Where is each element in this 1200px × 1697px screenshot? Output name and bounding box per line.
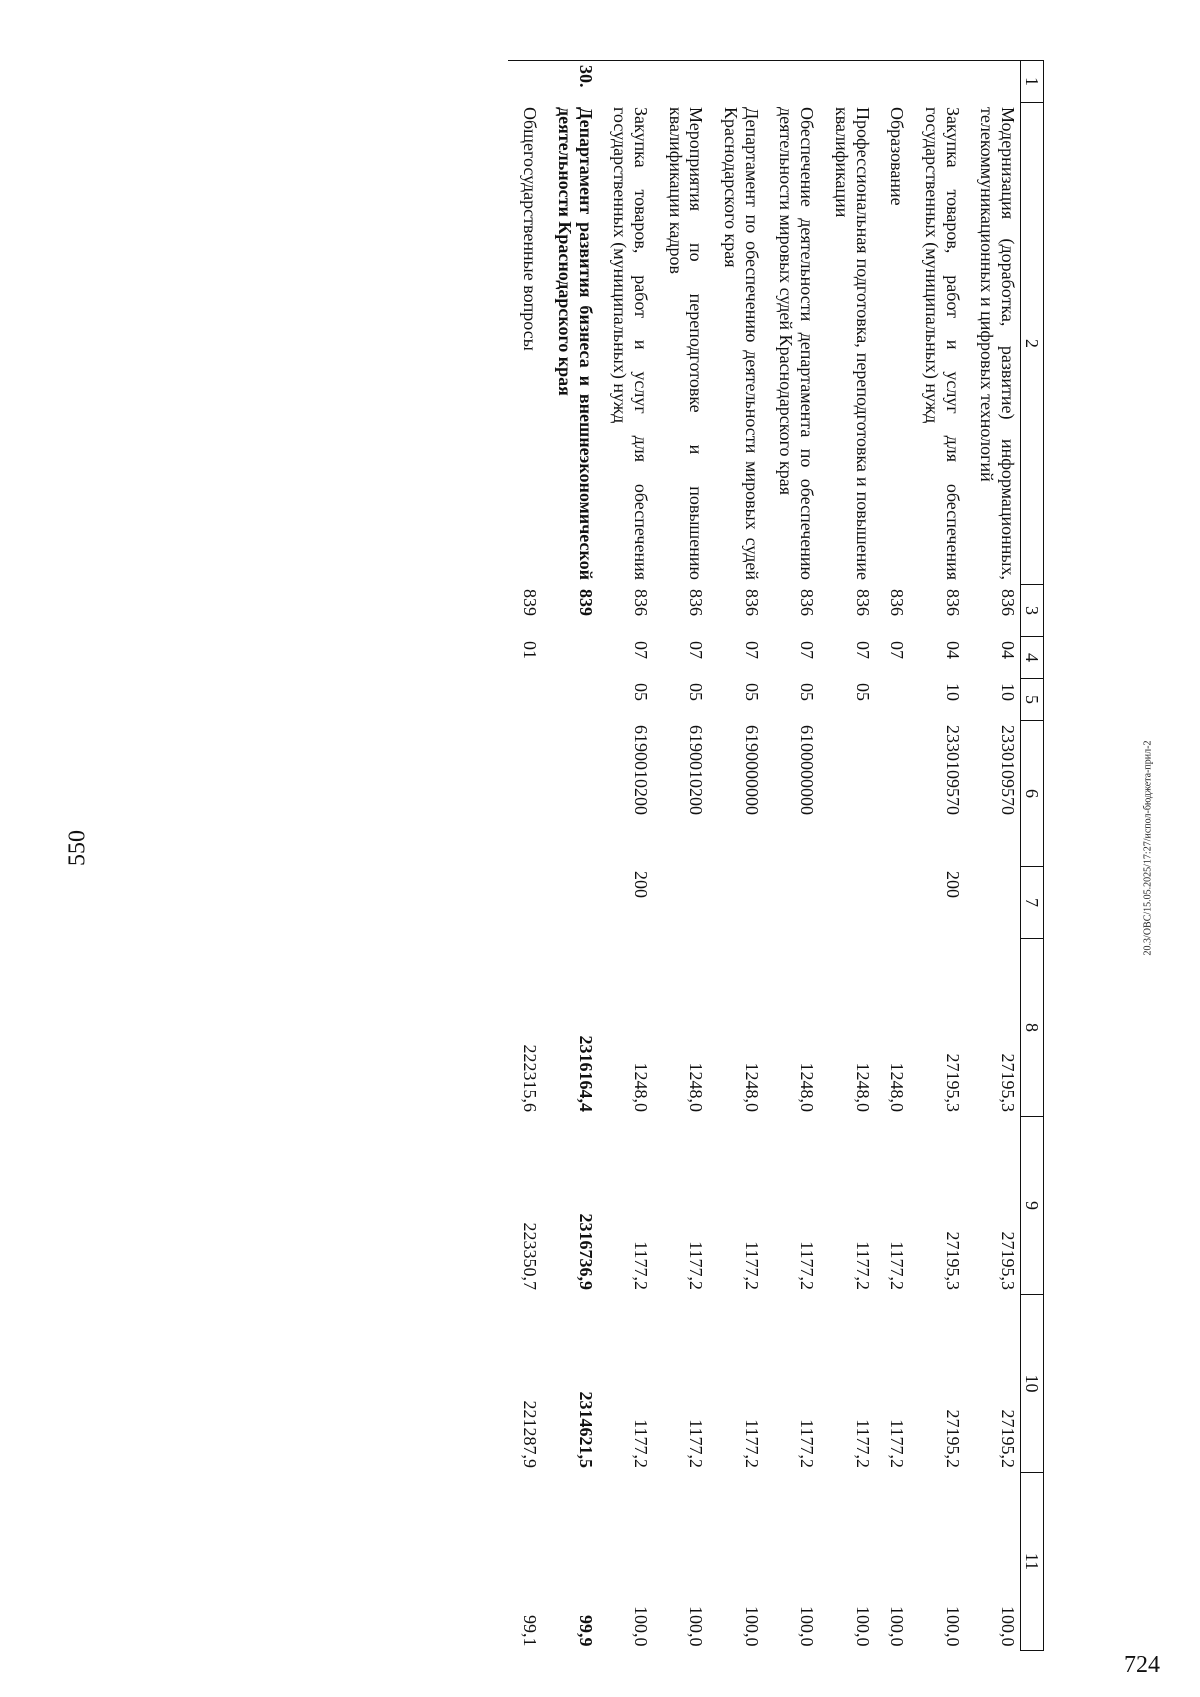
row-value-9: 1177,2: [686, 1241, 707, 1290]
row-number: [909, 61, 964, 103]
row-number: 30.: [542, 61, 597, 103]
row-code-3: 836: [631, 589, 652, 616]
row-value-10: 221287,9: [520, 1400, 541, 1468]
row-value-11: 100,0: [998, 1606, 1018, 1647]
row-value-10: 27195,2: [942, 1409, 963, 1468]
row-value-9: 1177,2: [852, 1241, 873, 1290]
row-number: [653, 61, 708, 103]
row-value-11: 100,0: [631, 1606, 652, 1647]
row-code-7: [508, 867, 543, 939]
table-row: [819, 61, 874, 1651]
row-code-5: 05: [741, 683, 762, 701]
row-value-10: 1177,2: [887, 1419, 908, 1468]
row-number: [598, 61, 653, 103]
page-number-bottom: 724: [1124, 1652, 1160, 1678]
row-value-9: 1177,2: [797, 1241, 818, 1290]
row-code-3: 839: [520, 589, 541, 616]
row-code-7: [708, 867, 763, 939]
row-value-10: 1177,2: [631, 1419, 652, 1468]
row-code-5: 10: [942, 683, 963, 701]
row-name: Обеспечение деятельности департамента по обеспечению деятельности мировых судей Краснодарского края: [776, 107, 818, 580]
row-value-8: 27195,3: [942, 1053, 963, 1112]
row-value-11: 100,0: [942, 1606, 963, 1647]
row-value-10: 1177,2: [741, 1419, 762, 1468]
row-code-4: 07: [741, 641, 762, 659]
row-name: Мероприятия по переподготовке и повышению квалификации кадров: [665, 107, 707, 580]
row-code-5: 05: [686, 683, 707, 701]
budget-table: [508, 60, 1044, 1651]
row-code-3: 836: [887, 589, 908, 616]
row-value-9: 2316736,9: [575, 1213, 596, 1290]
row-code-3: 836: [852, 589, 873, 616]
row-value-10: 27195,2: [998, 1409, 1018, 1468]
row-value-9: 1177,2: [741, 1241, 762, 1290]
row-code-5: 10: [998, 683, 1018, 701]
row-code-3: 836: [998, 589, 1018, 616]
row-code-6: [819, 721, 874, 867]
row-code-5: 05: [852, 683, 873, 701]
row-name: Модернизация (доработка, развитие) информационных, телекоммуникационных и цифровых технологий: [977, 107, 1018, 580]
row-value-8: 1248,0: [797, 1062, 818, 1112]
row-value-11: 99,9: [575, 1615, 596, 1647]
row-value-9: 223350,7: [520, 1222, 541, 1290]
row-value-9: 27195,3: [942, 1231, 963, 1290]
page-number-top: 550: [64, 830, 91, 866]
row-number: [508, 61, 543, 103]
row-value-10: 1177,2: [852, 1419, 873, 1468]
row-value-11: 100,0: [741, 1606, 762, 1647]
row-value-9: 1177,2: [887, 1241, 908, 1290]
column-header-5: 5: [1021, 679, 1044, 721]
row-value-8: 1248,0: [741, 1062, 762, 1112]
table-header-row: [1021, 61, 1044, 1651]
row-value-11: 99,1: [520, 1615, 541, 1647]
row-number: [819, 61, 874, 103]
column-header-11: 11: [1021, 1473, 1044, 1651]
row-code-6: [542, 721, 597, 867]
row-code-4: 07: [631, 641, 652, 659]
row-value-11: 100,0: [887, 1606, 908, 1647]
table-row: [909, 61, 964, 1651]
row-value-11: 100,0: [852, 1606, 873, 1647]
row-code-4: 01: [520, 641, 541, 659]
row-code-5: [542, 679, 597, 721]
table-row: [598, 61, 653, 1651]
row-value-11: 100,0: [797, 1606, 818, 1647]
row-value-8: 27195,3: [998, 1053, 1018, 1112]
row-code-7: 200: [631, 871, 652, 898]
column-header-4: 4: [1021, 637, 1044, 679]
row-value-10: 1177,2: [797, 1419, 818, 1468]
row-code-6: 6190000000: [741, 725, 762, 815]
row-code-6: [875, 721, 910, 867]
column-header-8: 8: [1021, 939, 1044, 1117]
row-name: Закупка товаров, работ и услуг для обеспечения государственных (муниципальных) нужд: [921, 107, 963, 580]
budget-table-rotated: [164, 60, 1044, 1650]
column-header-3: 3: [1021, 585, 1044, 637]
row-value-8: 1248,0: [852, 1062, 873, 1112]
row-number: [965, 61, 1021, 103]
row-code-6: [508, 721, 543, 867]
row-number: [708, 61, 763, 103]
row-code-4: 07: [797, 641, 818, 659]
row-code-6: 2330109570: [998, 725, 1018, 815]
row-code-7: [819, 867, 874, 939]
column-header-2: 2: [1021, 103, 1044, 585]
row-code-5: 05: [797, 683, 818, 701]
row-value-10: 2314621,5: [575, 1391, 596, 1468]
row-code-3: 836: [686, 589, 707, 616]
row-code-4: 07: [686, 641, 707, 659]
row-value-10: 1177,2: [686, 1419, 707, 1468]
row-value-8: 1248,0: [686, 1062, 707, 1112]
row-code-6: 6100000000: [797, 725, 818, 815]
table-row: [508, 61, 543, 1651]
row-value-8: 1248,0: [631, 1062, 652, 1112]
row-code-6: 6190010200: [686, 725, 707, 815]
table-row: [653, 61, 708, 1651]
table-row: [542, 61, 597, 1651]
row-code-3: 836: [942, 589, 963, 616]
row-number: [875, 61, 910, 103]
row-code-3: 836: [741, 589, 762, 616]
row-code-5: [875, 679, 910, 721]
row-value-11: 100,0: [686, 1606, 707, 1647]
row-value-9: 1177,2: [631, 1241, 652, 1290]
footer-note: 20.3/OBC/15.05.2025/17:27/испол-бюджета-прил-2: [1142, 740, 1154, 956]
row-code-6: 2330109570: [942, 725, 963, 815]
row-code-7: [875, 867, 910, 939]
table-row: [965, 61, 1021, 1651]
row-code-7: 200: [942, 871, 963, 898]
row-name: Образование: [887, 107, 908, 206]
row-value-8: 2316164,4: [575, 1035, 596, 1112]
row-code-4: 07: [887, 641, 908, 659]
column-header-9: 9: [1021, 1117, 1044, 1295]
row-value-8: 222315,6: [520, 1044, 541, 1112]
table-row: [764, 61, 819, 1651]
row-code-4: 07: [852, 641, 873, 659]
row-code-4: [542, 637, 597, 679]
column-header-1: 1: [1021, 61, 1044, 103]
row-code-4: 04: [942, 641, 963, 659]
row-name: Департамент по обеспечению деятельности мировых судей Краснодарского края: [721, 107, 762, 580]
row-name: Общегосударственные вопросы: [520, 107, 541, 351]
row-code-7: [764, 867, 819, 939]
row-value-9: 27195,3: [998, 1231, 1018, 1290]
column-header-10: 10: [1021, 1295, 1044, 1473]
row-code-7: [965, 867, 1021, 939]
row-name: Профессиональная подготовка, переподготовка и повышение квалификации: [831, 107, 873, 580]
column-header-7: 7: [1021, 867, 1044, 939]
row-name: Закупка товаров, работ и услуг для обеспечения государственных (муниципальных) нужд: [610, 107, 652, 580]
row-code-5: [508, 679, 543, 721]
row-code-7: [542, 867, 597, 939]
table-row: [708, 61, 763, 1651]
row-code-5: 05: [631, 683, 652, 701]
row-value-8: 1248,0: [887, 1062, 908, 1112]
row-name: Департамент развития бизнеса и внешнеэкономической деятельности Краснодарского края: [555, 107, 596, 580]
table-row: [875, 61, 910, 1651]
column-header-6: 6: [1021, 721, 1044, 867]
row-code-3: 836: [797, 589, 818, 616]
row-code-4: 04: [998, 641, 1018, 659]
row-code-7: [653, 867, 708, 939]
row-code-3: 839: [575, 589, 596, 616]
table-body: [508, 61, 1021, 1651]
row-code-6: 6190010200: [631, 725, 652, 815]
row-number: [764, 61, 819, 103]
